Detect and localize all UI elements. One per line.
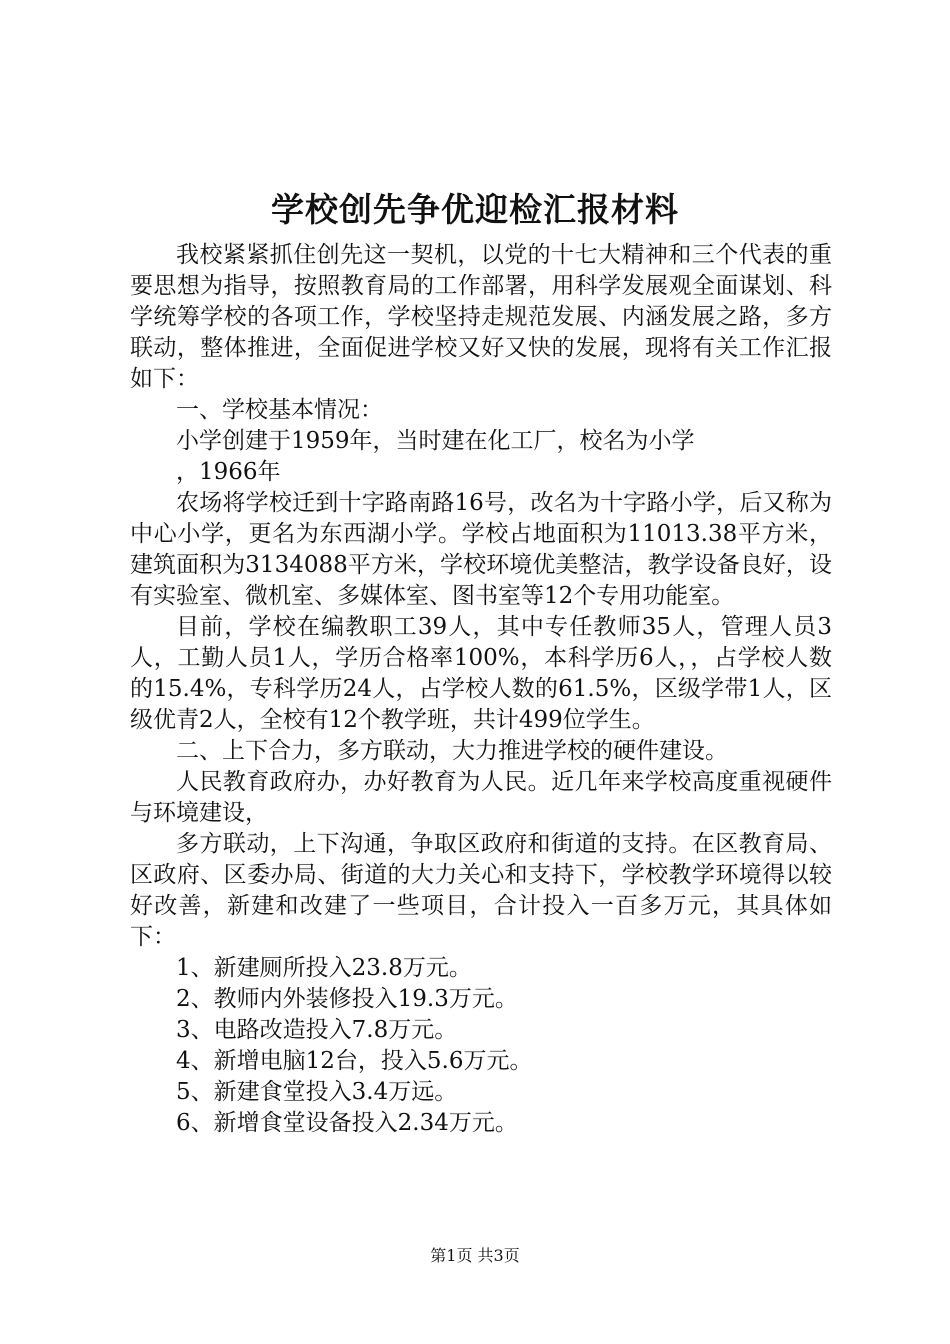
- section-heading-basic-info: 一、学校基本情况：: [176, 397, 383, 423]
- list-item: 6、新增食堂设备投入2.34万元。: [176, 1110, 518, 1136]
- document-body: [130, 240, 832, 1139]
- section-heading-hardware: 二、上下合力，多方联动，大力推进学校的硬件建设。: [176, 738, 728, 764]
- list-item: 4、新增电脑12台，投入5.6万元。: [176, 1048, 533, 1074]
- staff-paragraph: 目前，学校在编教职工39人，其中专任教师35人，管理人员3人，工勤人员1人，学历合格率100%，本科学历6人，，占学校人数的15.4%，专科学历24人，占学校人数的61.5%，区级学带1人，区级优青2人，全校有12个教学班，共计499位学生。: [130, 614, 832, 733]
- list-item: 2、教师内外装修投入19.3万元。: [176, 986, 518, 1012]
- list-item: 3、电路改造投入7.8万元。: [176, 1017, 458, 1043]
- history-year-line: ，1966年: [176, 459, 281, 485]
- list-item: 5、新建食堂投入3.4万远。: [176, 1079, 458, 1105]
- history-line: 小学创建于1959年，当时建在化工厂，校名为小学: [176, 428, 695, 454]
- hardware-paragraph: 人民教育政府办，办好教育为人民。近几年来学校高度重视硬件与环境建设，: [130, 769, 832, 826]
- page-footer: 第1页 共3页: [430, 1246, 520, 1265]
- support-paragraph: 多方联动，上下沟通，争取区政府和街道的支持。在区教育局、区政府、区委办局、街道的大力关心和支持下，学校教学环境得以较好改善，新建和改建了一些项目，合计投入一百多万元，其具体如下：: [130, 831, 832, 950]
- history-paragraph: 农场将学校迁到十字路南路16号，改名为十字路小学，后又称为中心小学，更名为东西湖小学。学校占地面积为11013.38平方米，建筑面积为3134088平方米，学校环境优美整洁，教学设备良好，设有实验室、微机室、多媒体室、图书室等12个专用功能室。: [130, 490, 832, 609]
- list-item: 1、新建厕所投入23.8万元。: [176, 955, 472, 981]
- intro-paragraph: 我校紧紧抓住创先这一契机，以党的十七大精神和三个代表的重要思想为指导，按照教育局的工作部署，用科学发展观全面谋划、科学统筹学校的各项工作，学校坚持走规范发展、内涵发展之路，多方联动，整体推进，全面促进学校又好又快的发展，现将有关工作汇报如下：: [130, 242, 832, 392]
- document-title: 学校创先争优迎检汇报材料: [271, 190, 679, 229]
- investment-list: [130, 953, 832, 1139]
